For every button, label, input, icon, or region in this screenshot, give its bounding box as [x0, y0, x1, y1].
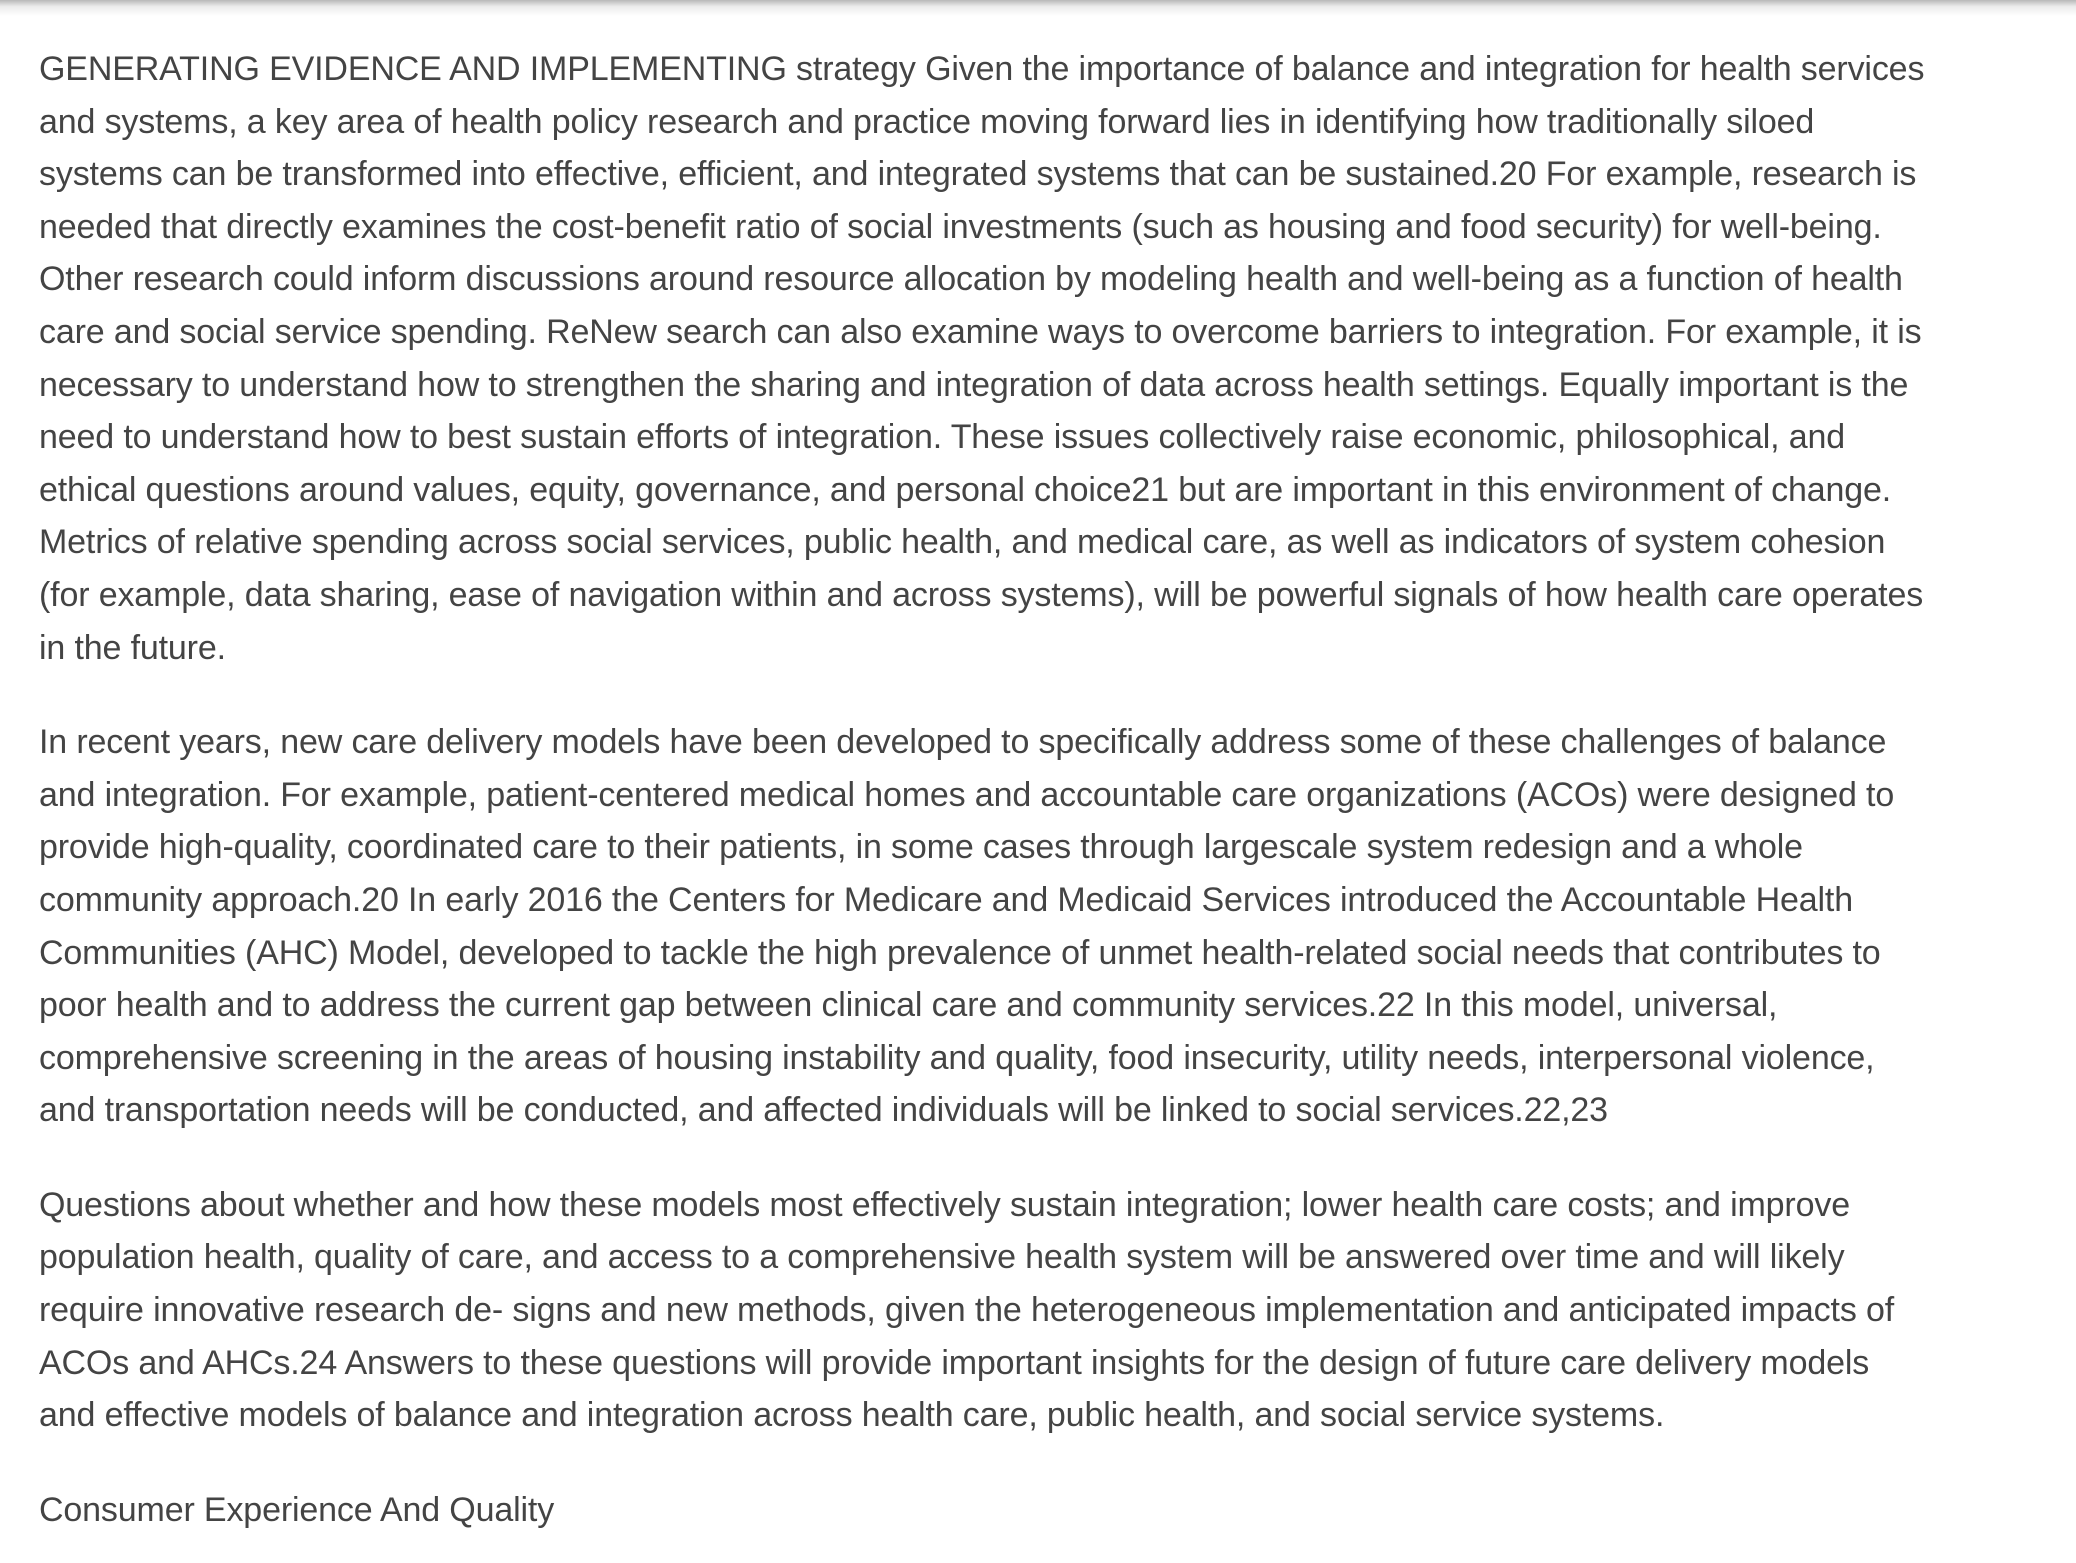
- text-line: and transportation needs will be conducted, and affected individuals will be linked to social services.22,23: [39, 1091, 1608, 1130]
- text-line: systems can be transformed into effective, efficient, and integrated systems that can be sustained.20 For example, research is: [39, 155, 1917, 194]
- text-line: Questions about whether and how these models most effectively sustain integration; lower health care costs; and improve: [39, 1185, 1850, 1224]
- top-edge-shadow: [0, 0, 2076, 16]
- paragraph-care-models: [39, 716, 2039, 1137]
- text-line: community approach.20 In early 2016 the Centers for Medicare and Medicaid Services introduced the Accountable Health: [39, 880, 1853, 919]
- text-line: (for example, data sharing, ease of navigation within and across systems), will be powerful signals of how health care operates: [39, 575, 1924, 614]
- text-line: In recent years, new care delivery models have been developed to specifically address some of these challenges of balance: [39, 723, 1887, 762]
- text-line: and systems, a key area of health policy research and practice moving forward lies in identifying how traditionally siloed: [39, 102, 1815, 141]
- text-line: in the future.: [39, 628, 226, 667]
- text-line: comprehensive screening in the areas of housing instability and quality, food insecurity, utility needs, interpersonal violence,: [39, 1038, 1875, 1077]
- text-line: provide high-quality, coordinated care to their patients, in some cases through largescale system redesign and a whole: [39, 828, 1803, 867]
- section-heading: Consumer Experience And Quality: [39, 1490, 555, 1529]
- text-line: care and social service spending. ReNew search can also examine ways to overcome barriers to integration. For example, it is: [39, 312, 1922, 351]
- article-body: [39, 43, 2039, 1536]
- text-line: require innovative research de- signs and new methods, given the heterogeneous implementation and anticipated impacts of: [39, 1291, 1895, 1330]
- text-line: Communities (AHC) Model, developed to tackle the high prevalence of unmet health-related social needs that contributes to: [39, 933, 1881, 972]
- text-line: necessary to understand how to strengthen the sharing and integration of data across health settings. Equally important is the: [39, 365, 1909, 404]
- text-line: population health, quality of care, and access to a comprehensive health system will be answered over time and will likely: [39, 1238, 1845, 1277]
- text-line: needed that directly examines the cost-benefit ratio of social investments (such as housing and food security) for well-being.: [39, 207, 1882, 246]
- text-line: and integration. For example, patient-centered medical homes and accountable care organizations (ACOs) were designed to: [39, 775, 1895, 814]
- text-line: Metrics of relative spending across social services, public health, and medical care, as well as indicators of system cohesion: [39, 523, 1886, 562]
- text-line: ethical questions around values, equity, governance, and personal choice21 but are important in this environment of change.: [39, 470, 1892, 509]
- text-line: GENERATING EVIDENCE AND IMPLEMENTING strategy Given the importance of balance and integration for health services: [39, 50, 1925, 88]
- text-line: and effective models of balance and integration across health care, public health, and social service systems.: [39, 1396, 1665, 1435]
- paragraph-evidence: [39, 43, 2039, 674]
- text-line: Other research could inform discussions around resource allocation by modeling health and well-being as a function of health: [39, 260, 1903, 299]
- text-line: need to understand how to best sustain efforts of integration. These issues collectively raise economic, philosophical, and: [39, 418, 1846, 457]
- paragraph-questions: [39, 1179, 2039, 1442]
- text-line: poor health and to address the current gap between clinical care and community services.22 In this model, universal,: [39, 986, 1778, 1025]
- text-line: ACOs and AHCs.24 Answers to these questions will provide important insights for the design of future care delivery models: [39, 1343, 1870, 1382]
